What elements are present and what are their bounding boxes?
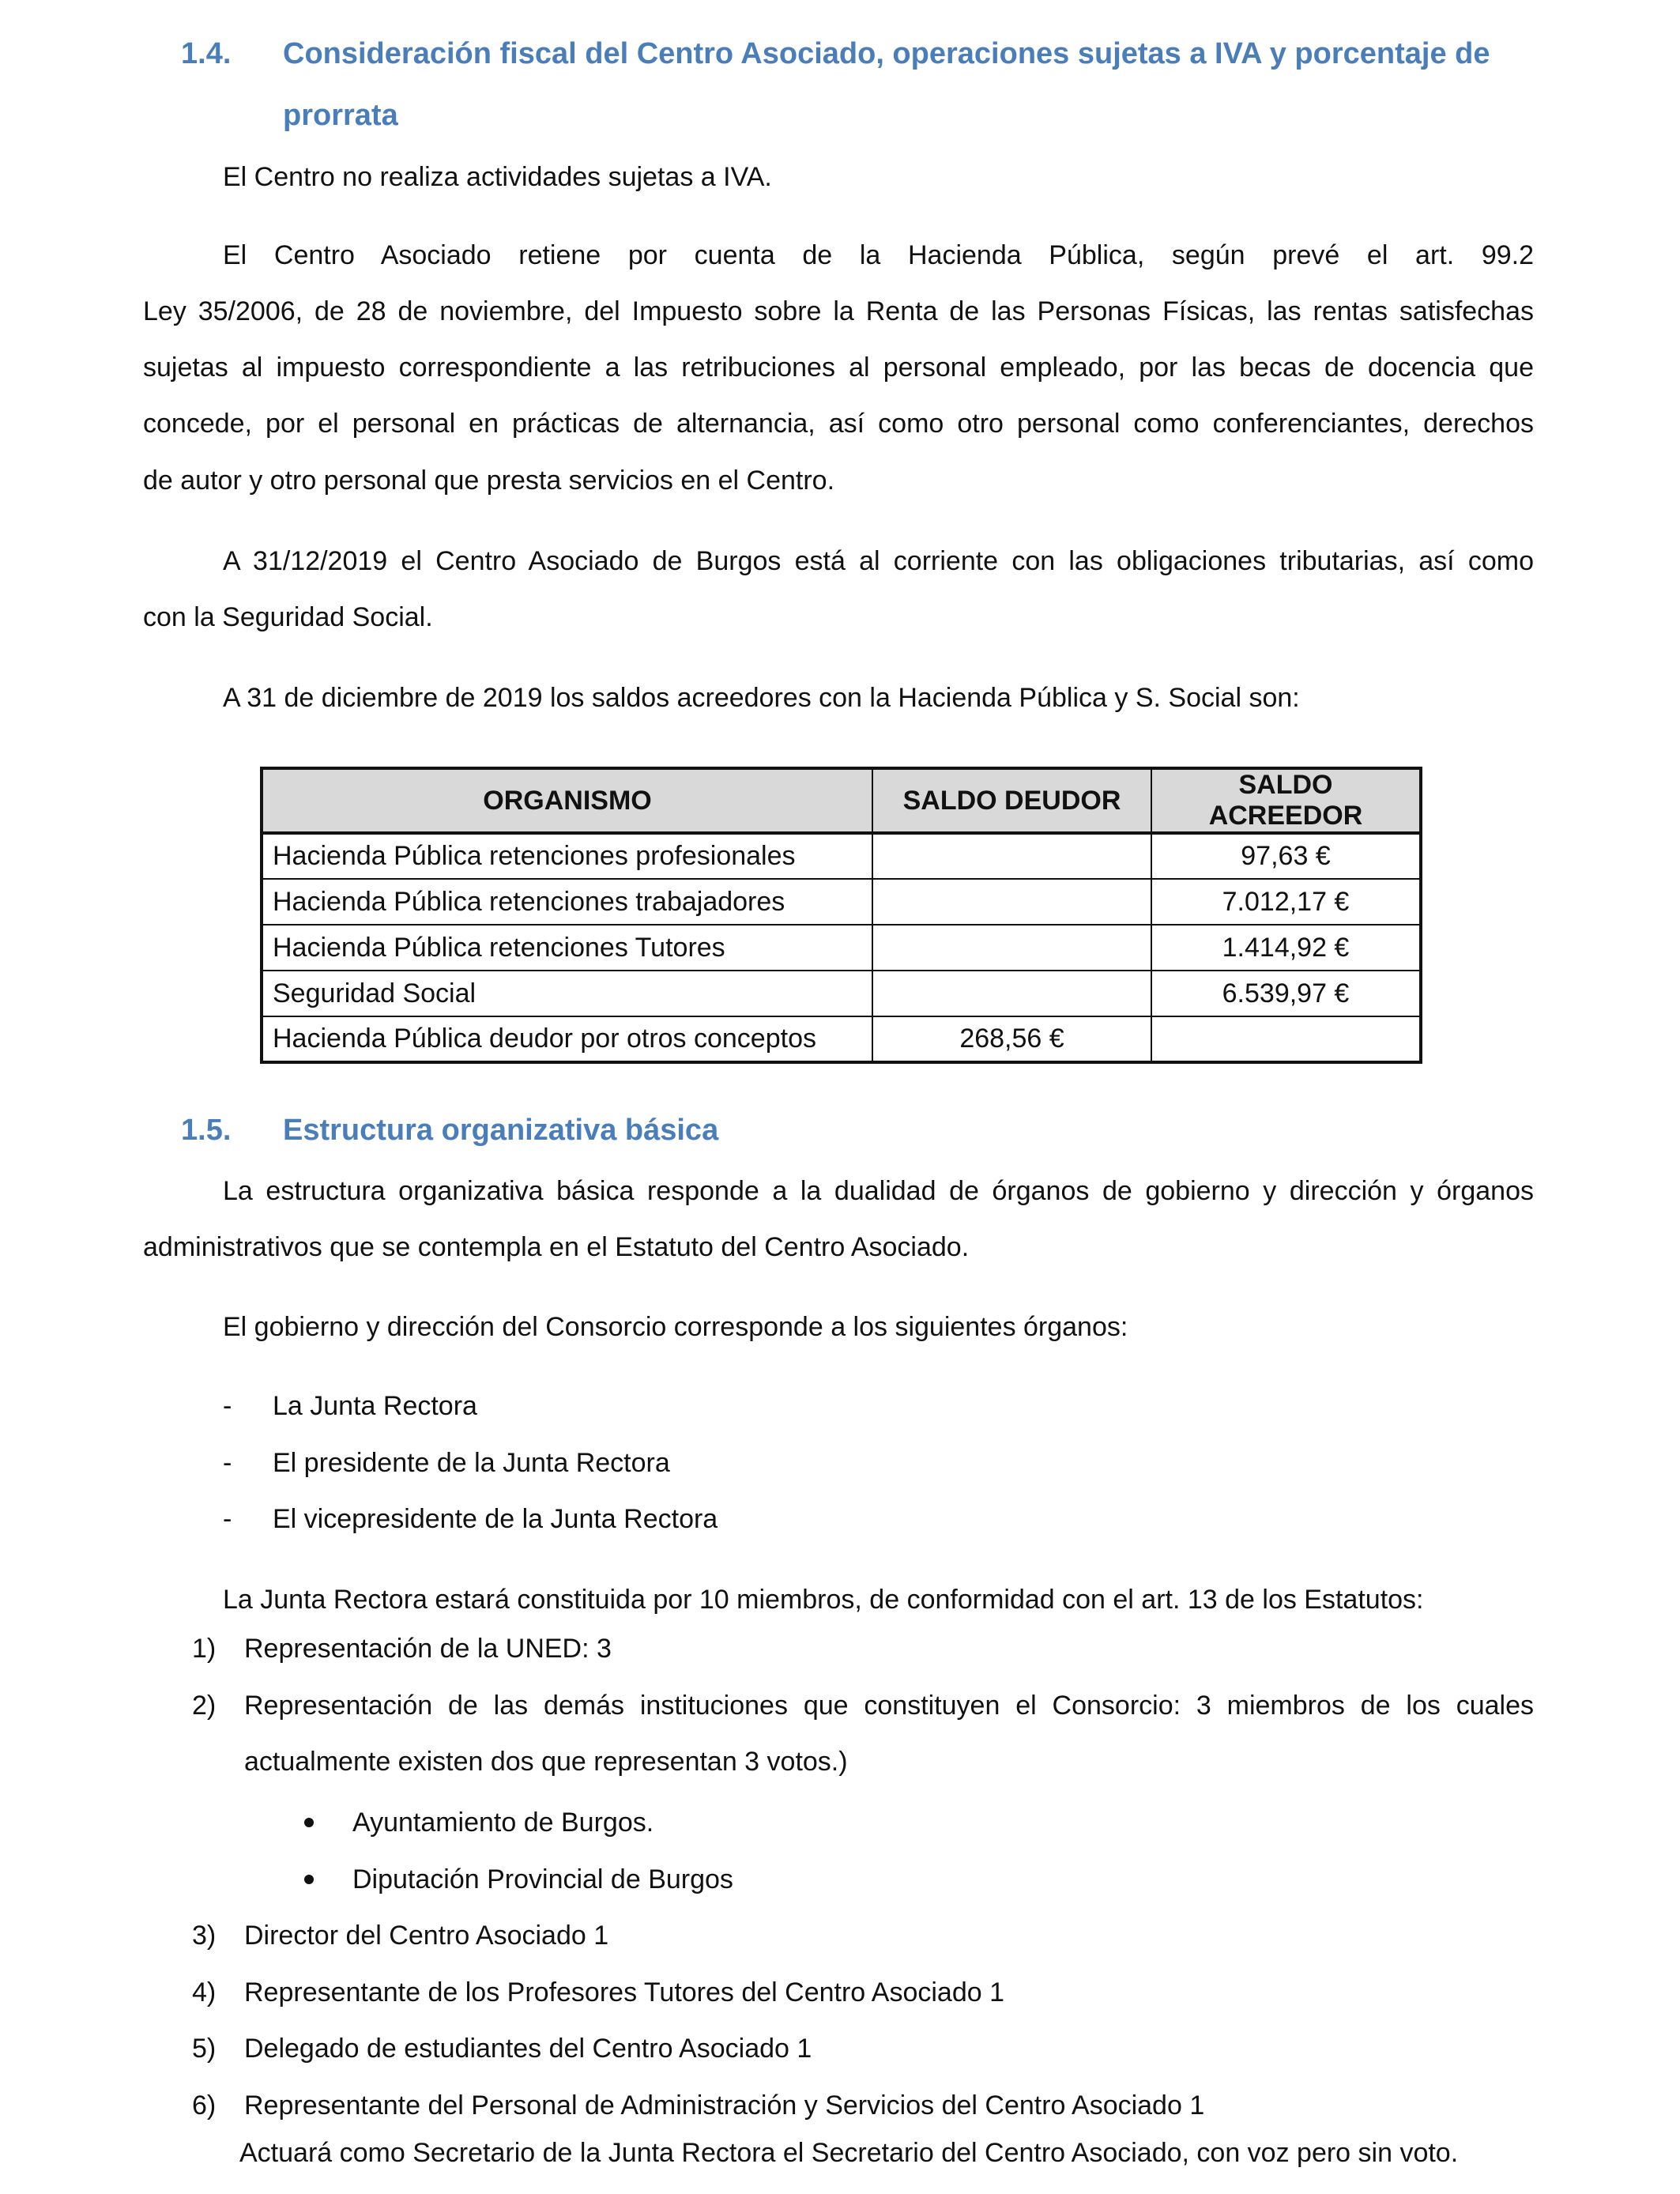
cell-organismo: Hacienda Pública retenciones profesionales	[262, 833, 872, 879]
section-1-5-title: Estructura organizativa básica	[283, 1114, 719, 1147]
table-row	[262, 879, 1421, 925]
list-dash-marker: -	[223, 1504, 232, 1534]
paragraph-saldos-intro: A 31 de diciembre de 2019 los saldos acreedores con la Hacienda Pública y S. Social son:	[223, 683, 1300, 713]
list-item-number: 4)	[192, 1977, 217, 2007]
cell-saldo-deudor: 268,56 €	[872, 1016, 1151, 1062]
paragraph-estructura-line: La estructura organizativa básica responde a la dualidad de órganos de gobierno y dirección y órganos	[223, 1176, 1534, 1206]
list-dash-marker: -	[223, 1448, 232, 1478]
table-row	[262, 833, 1421, 879]
sub-list-item: Diputación Provincial de Burgos	[352, 1864, 733, 1894]
paragraph-retenciones-line: concede, por el personal en prácticas de alternancia, así como otro personal como conferenciantes, derechos	[143, 409, 1534, 439]
section-1-4-title-continued: prorrata	[283, 99, 398, 132]
bullet-icon	[304, 1875, 314, 1884]
paragraph-retenciones-last-line: de autor y otro personal que presta servicios en el Centro.	[143, 466, 835, 496]
bullet-icon	[304, 1818, 314, 1827]
paragraph-retenciones-line: El Centro Asociado retiene por cuenta de la Hacienda Pública, según prevé el art. 99.2	[223, 240, 1534, 270]
paragraph-retenciones-line: sujetas al impuesto correspondiente a las retribuciones al personal empleado, por las becas de docencia que	[143, 352, 1534, 383]
list-item-miembro-continued: actualmente existen dos que representan 3 votos.)	[244, 1747, 848, 1777]
cell-saldo-acreedor: 97,63 €	[1151, 833, 1421, 879]
cell-saldo-acreedor: 1.414,92 €	[1151, 925, 1421, 971]
paragraph-estructura-last-line: administrativos que se contempla en el Estatuto del Centro Asociado.	[143, 1232, 970, 1262]
table-header-row	[262, 768, 1421, 833]
paragraph-secretario: Actuará como Secretario de la Junta Rectora el Secretario del Centro Asociado, con voz pero sin voto.	[239, 2138, 1459, 2168]
cell-organismo: Hacienda Pública retenciones Tutores	[262, 925, 872, 971]
list-item-miembro: Representación de las demás instituciones que constituyen el Consorcio: 3 miembros de los cuales	[244, 1691, 1534, 1721]
list-item-number: 5)	[192, 2034, 217, 2064]
column-header-saldo-acreedor: SALDO ACREEDOR	[1151, 768, 1421, 833]
paragraph-no-iva: El Centro no realiza actividades sujetas a IVA.	[223, 162, 772, 192]
table-row	[262, 1016, 1421, 1062]
cell-saldo-deudor	[872, 833, 1151, 879]
cell-organismo: Seguridad Social	[262, 971, 872, 1016]
list-item-organo: El presidente de la Junta Rectora	[273, 1448, 670, 1478]
paragraph-gobierno: El gobierno y dirección del Consorcio corresponde a los siguientes órganos:	[223, 1312, 1128, 1342]
cell-saldo-deudor	[872, 879, 1151, 925]
list-item-miembro: Representación de la UNED: 3	[244, 1634, 612, 1664]
cell-saldo-acreedor	[1151, 1016, 1421, 1062]
list-item-number: 3)	[192, 1921, 217, 1951]
list-item-number: 6)	[192, 2090, 217, 2120]
list-item-organo: La Junta Rectora	[273, 1391, 477, 1421]
list-item-miembro: Director del Centro Asociado 1	[244, 1921, 609, 1951]
cell-saldo-acreedor: 6.539,97 €	[1151, 971, 1421, 1016]
list-item-organo: El vicepresidente de la Junta Rectora	[273, 1504, 718, 1534]
list-item-number: 2)	[192, 1691, 217, 1721]
cell-organismo: Hacienda Pública retenciones trabajadores	[262, 879, 872, 925]
table-row	[262, 971, 1421, 1016]
paragraph-al-corriente-line: A 31/12/2019 el Centro Asociado de Burgos está al corriente con las obligaciones tributarias, así como	[223, 546, 1534, 576]
saldos-table	[260, 767, 1422, 1064]
cell-saldo-acreedor: 7.012,17 €	[1151, 879, 1421, 925]
section-1-4-number: 1.4.	[181, 37, 232, 70]
table-row	[262, 925, 1421, 971]
column-header-organismo: ORGANISMO	[262, 768, 872, 833]
section-1-5-number: 1.5.	[181, 1114, 232, 1147]
list-item-miembro: Representante del Personal de Administración y Servicios del Centro Asociado 1	[244, 2090, 1205, 2120]
cell-saldo-deudor	[872, 925, 1151, 971]
list-item-miembro: Delegado de estudiantes del Centro Asociado 1	[244, 2034, 812, 2064]
list-item-miembro: Representante de los Profesores Tutores del Centro Asociado 1	[244, 1977, 1005, 2007]
cell-saldo-deudor	[872, 971, 1151, 1016]
cell-organismo: Hacienda Pública deudor por otros conceptos	[262, 1016, 872, 1062]
list-dash-marker: -	[223, 1391, 232, 1421]
sub-list-item: Ayuntamiento de Burgos.	[352, 1808, 654, 1838]
section-1-4-title: Consideración fiscal del Centro Asociado, operaciones sujetas a IVA y porcentaje de	[283, 37, 1490, 70]
column-header-saldo-deudor: SALDO DEUDOR	[872, 768, 1151, 833]
paragraph-junta-rectora: La Junta Rectora estará constituida por 10 miembros, de conformidad con el art. 13 de los Estatutos:	[223, 1585, 1424, 1615]
list-item-number: 1)	[192, 1634, 217, 1664]
paragraph-retenciones-line: Ley 35/2006, de 28 de noviembre, del Impuesto sobre la Renta de las Personas Físicas, las rentas satisfechas	[143, 296, 1534, 326]
paragraph-al-corriente-last-line: con la Seguridad Social.	[143, 602, 433, 632]
